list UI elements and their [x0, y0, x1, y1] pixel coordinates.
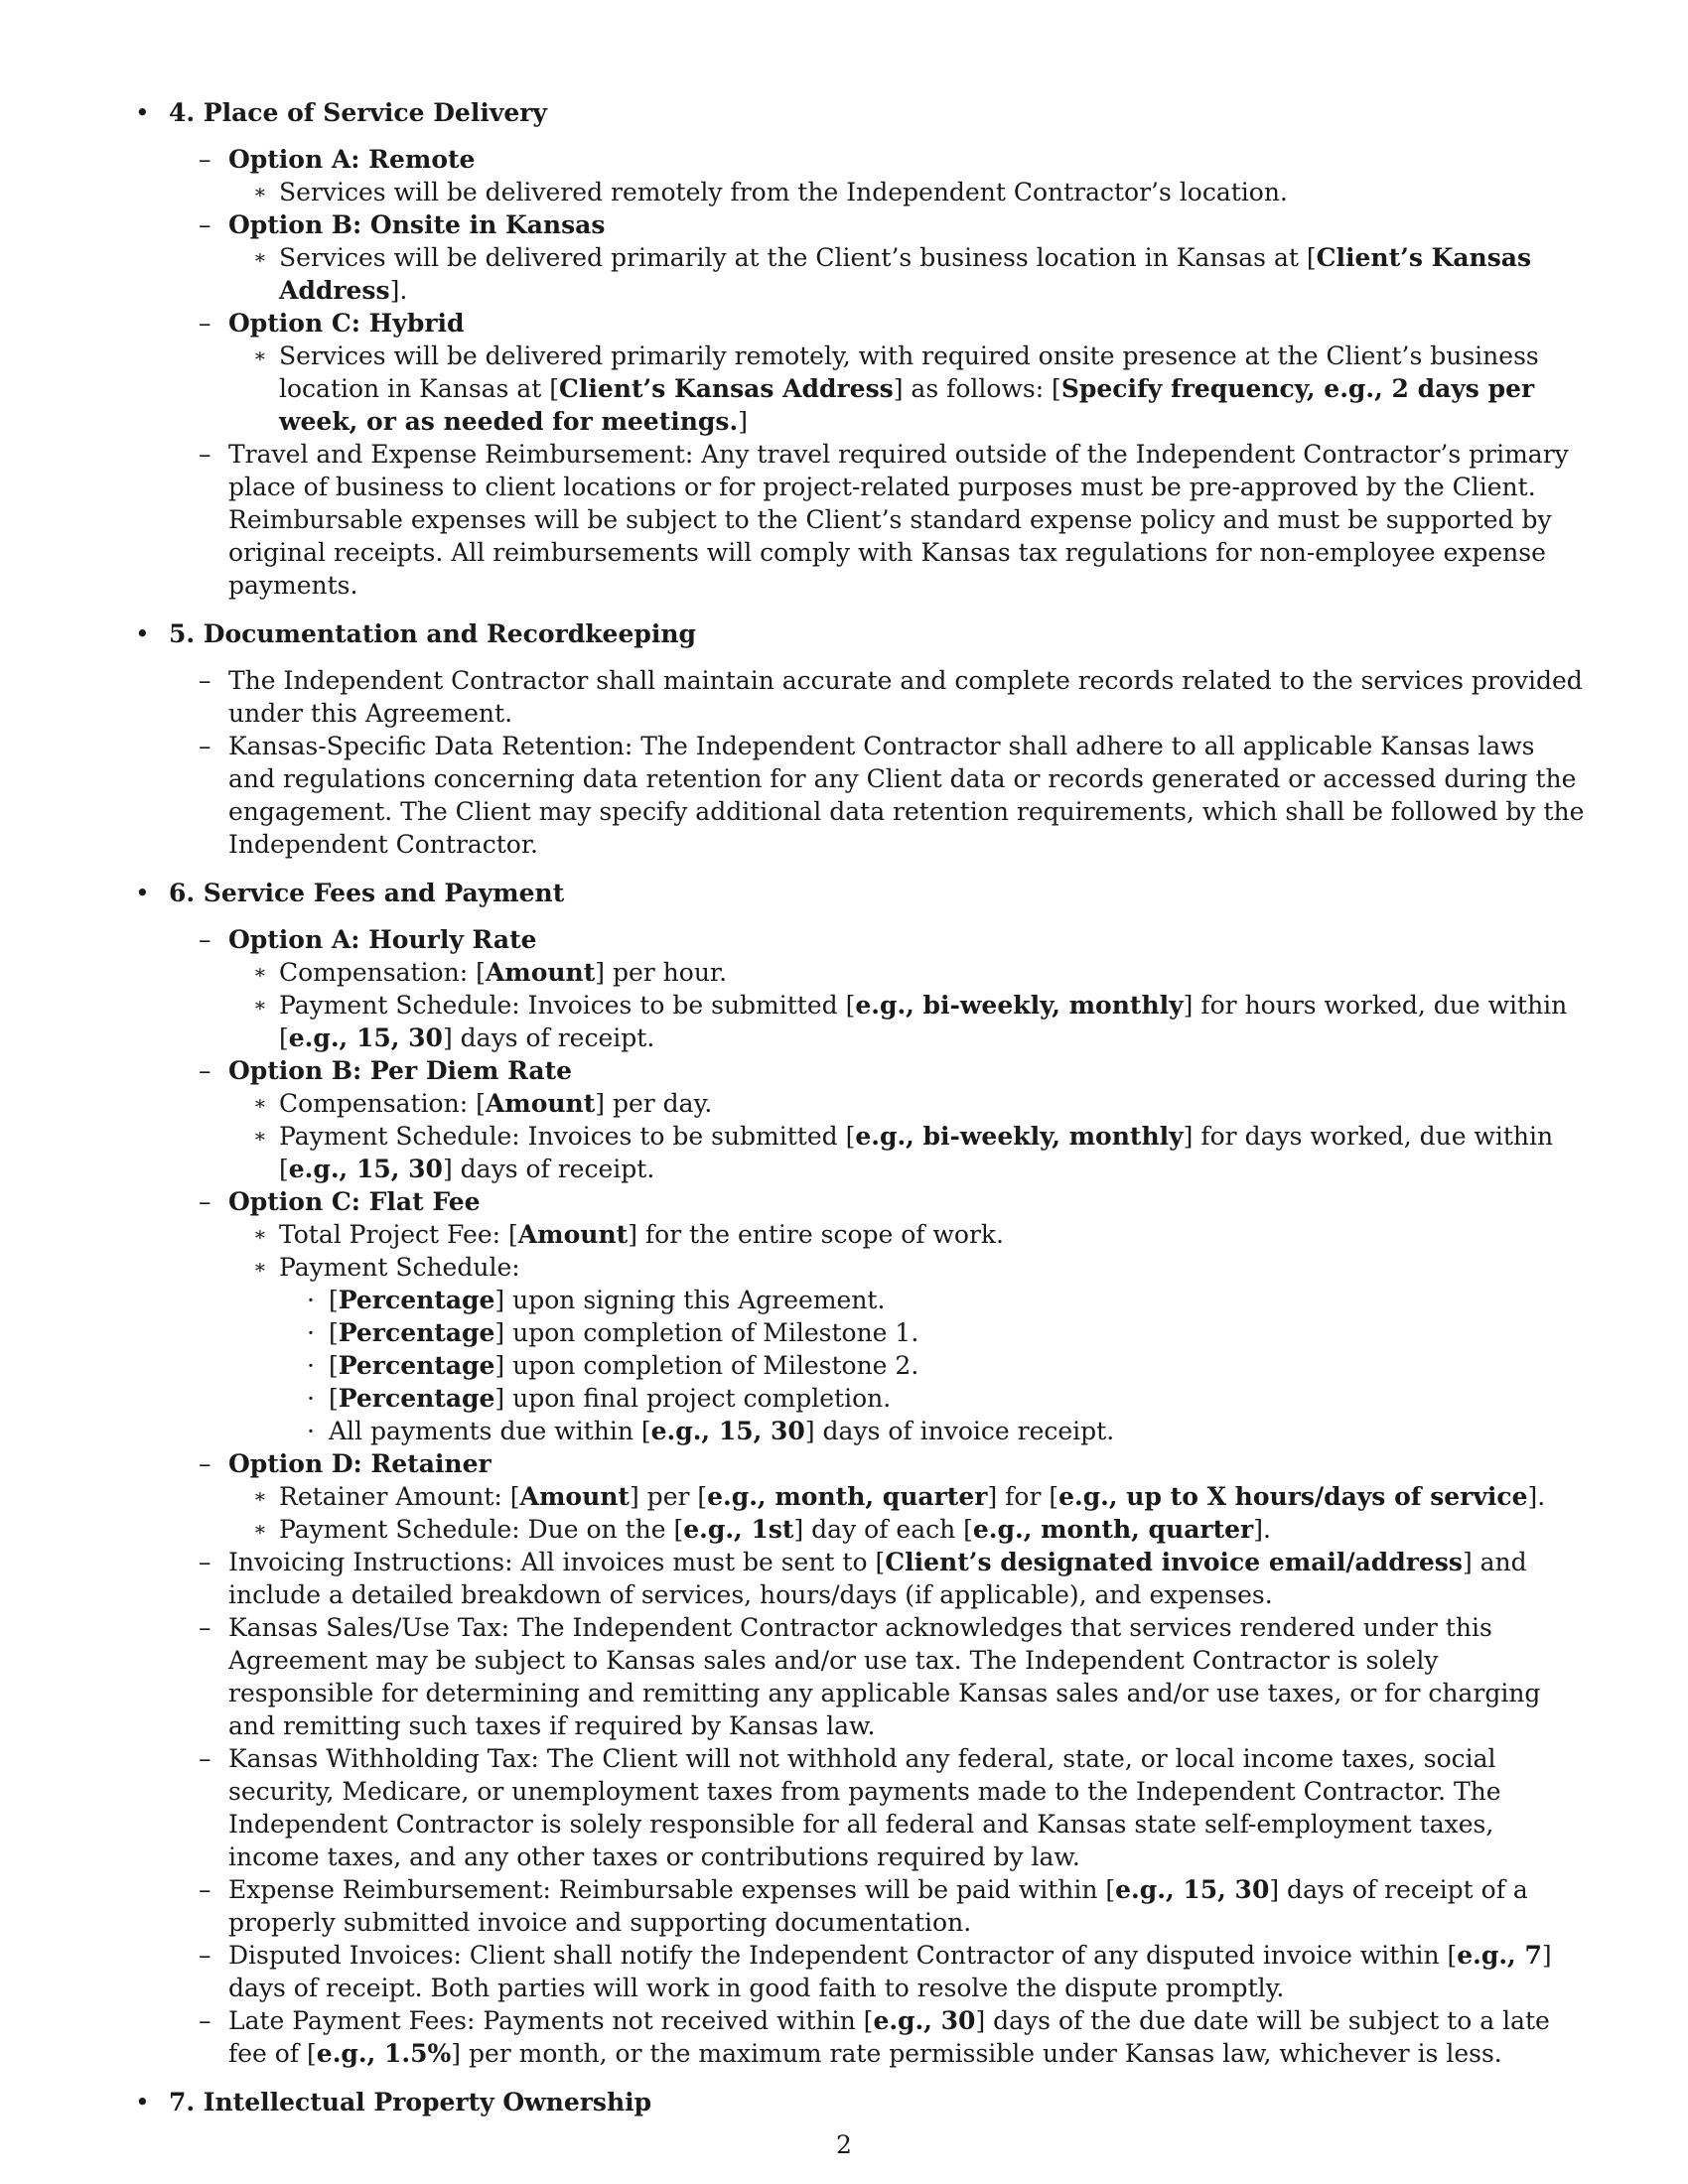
dash-marker: – — [199, 1056, 211, 1085]
item-text: ] and include a detailed breakdown of services, hours/days (if applicable), and expenses. — [228, 1548, 1527, 1609]
item-text: ] for the entire scope of work. — [628, 1220, 1004, 1249]
dot-marker: · — [307, 1384, 315, 1413]
asterisk-marker: ∗ — [253, 343, 267, 367]
sub-sub-list — [251, 1480, 1589, 1546]
item-text: ] days of receipt. — [442, 1024, 655, 1052]
placeholder-text: e.g., month, quarter — [972, 1515, 1254, 1544]
dot-marker: · — [307, 1318, 315, 1347]
placeholder-text: Specify frequency, e.g., 2 days per week, or as needed for meetings. — [279, 374, 1535, 436]
option-heading: Option C: Flat Fee — [228, 1187, 481, 1216]
expense-reimbursement-item — [199, 1873, 1589, 1939]
asterisk-marker: ∗ — [253, 1222, 267, 1246]
placeholder-text: e.g., 15, 30 — [1115, 1875, 1270, 1904]
page-number: 2 — [836, 2130, 852, 2159]
invoicing-instructions-item — [199, 1546, 1589, 1611]
bullet-marker: • — [135, 619, 150, 648]
list-item — [251, 176, 1589, 208]
dash-marker: – — [199, 2006, 211, 2035]
placeholder-text: Amount — [517, 1220, 629, 1249]
dash-marker: – — [199, 1613, 211, 1642]
item-text: ]. — [389, 276, 408, 305]
option-c-flat-fee — [199, 1185, 1589, 1447]
option-d-retainer — [199, 1447, 1589, 1546]
item-text: ] days of receipt. — [442, 1155, 655, 1183]
item-text: ] days of receipt. Both parties will work in good faith to resolve the dispute promptly. — [228, 1941, 1552, 2002]
item-text: ] per [ — [629, 1482, 708, 1511]
sub-sub-list — [251, 176, 1589, 208]
item-text: ] for [ — [987, 1482, 1059, 1511]
dash-marker: – — [199, 309, 211, 338]
sub-sub-list — [251, 1218, 1589, 1447]
placeholder-text: Percentage — [338, 1351, 495, 1380]
placeholder-text: Percentage — [338, 1384, 495, 1413]
list-item — [251, 1513, 1589, 1546]
item-text: [ — [329, 1384, 339, 1413]
asterisk-marker: ∗ — [253, 180, 267, 204]
dash-marker: – — [199, 1744, 211, 1773]
item-text: Payment Schedule: Invoices to be submitted [ — [279, 1122, 856, 1151]
placeholder-text: Percentage — [338, 1286, 495, 1314]
dash-marker: – — [199, 145, 211, 174]
placeholder-text: e.g., 1.5% — [316, 2039, 452, 2068]
placeholder-text: Client’s designated invoice email/address — [885, 1548, 1463, 1576]
placeholder-text: e.g., 1st — [683, 1515, 794, 1544]
item-text: Late Payment Fees: Payments not received within [ — [228, 2006, 874, 2035]
item-text: ] days of the due date will be subject to a late fee of [ — [228, 2006, 1550, 2068]
placeholder-text: Amount — [485, 958, 596, 987]
dash-marker: – — [199, 732, 211, 760]
sub-sub-list — [251, 956, 1589, 1054]
asterisk-marker: ∗ — [253, 1124, 267, 1148]
asterisk-marker: ∗ — [253, 1091, 267, 1115]
item-text: [ — [329, 1351, 339, 1380]
list-item — [251, 1251, 1589, 1447]
item-text: ] per hour. — [595, 958, 728, 987]
item-text: Travel and Expense Reimbursement: Any travel required outside of the Independent Contractor’s primary place of business to client locations or for project-related purposes must be pre-approved by the Client. Reimbursable expenses will be subject to the Client’s standard expense policy and must be supported by original receipts. All reimbursements will comply with Kansas tax regulations for non-employee expense payments. — [228, 440, 1569, 600]
dash-marker: – — [199, 1941, 211, 1970]
item-text: Expense Reimbursement: Reimbursable expenses will be paid within [ — [228, 1875, 1116, 1904]
section-title: 5. Documentation and Recordkeeping — [169, 619, 696, 648]
list-item — [251, 989, 1589, 1054]
milestone-item — [301, 1415, 1589, 1447]
data-retention-item — [199, 730, 1589, 861]
item-text: Kansas Withholding Tax: The Client will not withhold any federal, state, or local income taxes, social security, Medicare, or unemployment taxes from payments made to the Independent Contractor. The Independent Contractor is solely responsible for all federal and Kansas state self-employment taxes, income taxes, and any other taxes or contributions required by law. — [228, 1744, 1501, 1871]
asterisk-marker: ∗ — [253, 1517, 267, 1541]
option-a-remote — [199, 143, 1589, 208]
placeholder-text: Percentage — [338, 1318, 495, 1347]
item-text: Kansas Sales/Use Tax: The Independent Contractor acknowledges that services rendered under this Agreement may be subject to Kansas sales and/or use tax. The Independent Contractor is solely responsible for determining and remitting any applicable Kansas sales and/or use taxes, or for charging and remitting such taxes if required by Kansas law. — [228, 1613, 1541, 1740]
item-text: ] for hours worked, due within [ — [279, 991, 1568, 1052]
dash-marker: – — [199, 1548, 211, 1576]
section-title: 6. Service Fees and Payment — [169, 879, 565, 907]
option-heading: Option B: Per Diem Rate — [228, 1056, 573, 1085]
item-text: Services will be delivered remotely from the Independent Contractor’s location. — [279, 178, 1288, 206]
asterisk-marker: ∗ — [253, 1255, 267, 1279]
item-text: Invoicing Instructions: All invoices must be sent to [ — [228, 1548, 886, 1576]
milestone-item — [301, 1284, 1589, 1316]
bullet-marker: • — [135, 2088, 150, 2116]
sub-sub-list — [251, 241, 1589, 307]
sub-list — [199, 664, 1589, 861]
sales-tax-item — [199, 1611, 1589, 1742]
item-text: All payments due within [ — [329, 1417, 651, 1445]
option-heading: Option A: Remote — [228, 145, 476, 174]
dash-marker: – — [199, 440, 211, 469]
placeholder-text: Amount — [519, 1482, 630, 1511]
milestone-list — [301, 1284, 1589, 1447]
item-text: ] as follows: [ — [893, 374, 1061, 403]
document-page — [135, 96, 1589, 2134]
section-title: 7. Intellectual Property Ownership — [169, 2088, 652, 2116]
item-text: Compensation: [ — [279, 1089, 486, 1118]
option-a-hourly — [199, 923, 1589, 1054]
late-payment-fees-item — [199, 2004, 1589, 2070]
bullet-marker: • — [135, 98, 150, 127]
section-4 — [135, 96, 1589, 602]
list-item — [251, 1087, 1589, 1120]
sub-list — [199, 143, 1589, 602]
sub-sub-list — [251, 1087, 1589, 1185]
item-text: ] day of each [ — [793, 1515, 973, 1544]
dash-marker: – — [199, 210, 211, 239]
placeholder-text: Client’s Kansas Address — [279, 243, 1532, 305]
milestone-item — [301, 1316, 1589, 1349]
disputed-invoices-item — [199, 1939, 1589, 2004]
placeholder-text: e.g., up to X hours/days of service — [1058, 1482, 1528, 1511]
dot-marker: · — [307, 1286, 315, 1314]
item-text: ]. — [1253, 1515, 1271, 1544]
item-text: Kansas-Specific Data Retention: The Independent Contractor shall adhere to all applicable Kansas laws and regulations concerning data retention for any Client data or records generated or accessed during the engagement. The Client may specify additional data retention requirements, which shall be followed by the Independent Contractor. — [228, 732, 1585, 859]
placeholder-text: e.g., month, quarter — [707, 1482, 988, 1511]
item-text: Disputed Invoices: Client shall notify the Independent Contractor of any disputed invoice within [ — [228, 1941, 1458, 1970]
option-b-onsite — [199, 208, 1589, 307]
option-heading: Option A: Hourly Rate — [228, 925, 537, 954]
item-text: [ — [329, 1318, 339, 1347]
item-text: ]. — [1527, 1482, 1546, 1511]
section-5 — [135, 617, 1589, 861]
bullet-marker: • — [135, 879, 150, 907]
list-item — [251, 1120, 1589, 1185]
list-item — [251, 241, 1589, 307]
list-item — [251, 1218, 1589, 1251]
dash-marker: – — [199, 1449, 211, 1478]
withholding-tax-item — [199, 1742, 1589, 1873]
item-text: ] for days worked, due within [ — [279, 1122, 1554, 1183]
dash-marker: – — [199, 925, 211, 954]
placeholder-text: e.g., 15, 30 — [288, 1024, 443, 1052]
item-text: Retainer Amount: [ — [279, 1482, 520, 1511]
item-text: ] upon completion of Milestone 2. — [494, 1351, 919, 1380]
milestone-item — [301, 1349, 1589, 1382]
option-b-per-diem — [199, 1054, 1589, 1185]
sub-list — [199, 923, 1589, 2070]
item-text: ] per month, or the maximum rate permissible under Kansas law, whichever is less. — [451, 2039, 1502, 2068]
item-text: Services will be delivered primarily remotely, with required onsite presence at the Client’s business location in Kansas at [ — [279, 341, 1539, 403]
dash-marker: – — [199, 1187, 211, 1216]
placeholder-text: e.g., 15, 30 — [650, 1417, 805, 1445]
item-text: [ — [329, 1286, 339, 1314]
list-item — [251, 1480, 1589, 1513]
item-text: ] upon signing this Agreement. — [494, 1286, 886, 1314]
placeholder-text: Amount — [485, 1089, 596, 1118]
asterisk-marker: ∗ — [253, 960, 267, 984]
placeholder-text: e.g., 15, 30 — [288, 1155, 443, 1183]
section-title: 4. Place of Service Delivery — [169, 98, 547, 127]
section-7 — [135, 2086, 1589, 2118]
item-text: ] upon final project completion. — [494, 1384, 892, 1413]
dot-marker: · — [307, 1417, 315, 1445]
travel-expense-item — [199, 438, 1589, 602]
list-item — [251, 956, 1589, 989]
item-text: ] — [738, 407, 748, 436]
placeholder-text: e.g., 30 — [873, 2006, 976, 2035]
asterisk-marker: ∗ — [253, 993, 267, 1017]
section-6 — [135, 877, 1589, 2070]
placeholder-text: e.g., bi-weekly, monthly — [855, 1122, 1184, 1151]
asterisk-marker: ∗ — [253, 1484, 267, 1508]
option-heading: Option C: Hybrid — [228, 309, 465, 338]
item-text: Payment Schedule: Invoices to be submitted [ — [279, 991, 856, 1020]
dash-marker: – — [199, 1875, 211, 1904]
item-text: Services will be delivered primarily at the Client’s business location in Kansas at [ — [279, 243, 1317, 272]
sub-sub-list — [251, 340, 1589, 438]
item-text: Payment Schedule: Due on the [ — [279, 1515, 684, 1544]
item-text: ] days of receipt of a properly submitted invoice and supporting documentation. — [228, 1875, 1528, 1937]
placeholder-text: e.g., 7 — [1457, 1941, 1542, 1970]
item-text: Total Project Fee: [ — [279, 1220, 518, 1249]
item-text: Compensation: [ — [279, 958, 486, 987]
milestone-item — [301, 1382, 1589, 1415]
list-item — [251, 340, 1589, 438]
item-text: The Independent Contractor shall maintain accurate and complete records related to the services provided under this Agreement. — [228, 666, 1583, 728]
records-item — [199, 664, 1589, 730]
item-text: Payment Schedule: — [279, 1253, 520, 1282]
asterisk-marker: ∗ — [253, 245, 267, 269]
item-text: ] days of invoice receipt. — [804, 1417, 1115, 1445]
option-heading: Option B: Onsite in Kansas — [228, 210, 606, 239]
placeholder-text: Client’s Kansas Address — [558, 374, 894, 403]
dash-marker: – — [199, 666, 211, 695]
option-heading: Option D: Retainer — [228, 1449, 492, 1478]
dot-marker: · — [307, 1351, 315, 1380]
option-c-hybrid — [199, 307, 1589, 438]
placeholder-text: e.g., bi-weekly, monthly — [855, 991, 1184, 1020]
item-text: ] per day. — [595, 1089, 713, 1118]
item-text: ] upon completion of Milestone 1. — [494, 1318, 919, 1347]
